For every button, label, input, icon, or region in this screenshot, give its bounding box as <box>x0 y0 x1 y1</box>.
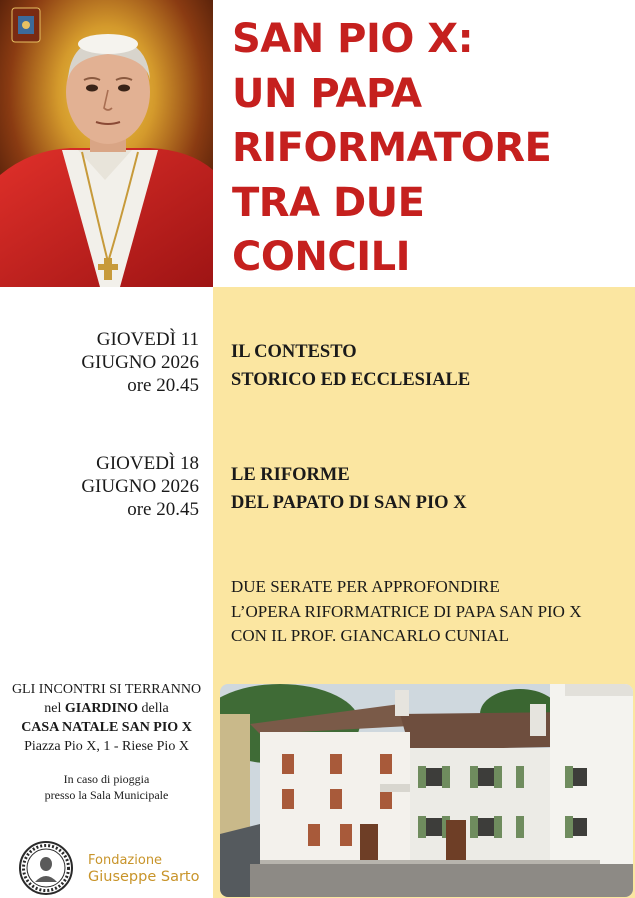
event-date-1 <box>81 328 199 397</box>
pope-portrait-image <box>0 0 213 287</box>
date-time: ore 20.45 <box>127 499 199 520</box>
title-line: UN PAPA <box>232 70 422 117</box>
poster-title <box>232 12 627 285</box>
rain-note-line: In caso di pioggia <box>63 772 150 786</box>
portrait-illustration <box>0 0 213 287</box>
title-line: RIFORMATORE <box>232 125 552 171</box>
event-title-line: LE RIFORME <box>231 465 350 485</box>
logo-line: Fondazione <box>88 853 163 868</box>
title-line: CONCILI <box>232 234 410 280</box>
description-line: L’OPERA RIFORMATRICE DI PAPA SAN PIO X <box>231 601 582 621</box>
date-day: GIOVEDÌ 11 <box>96 329 199 350</box>
rain-note <box>0 771 213 803</box>
description-line: DUE SERATE PER APPROFONDIRE <box>231 577 500 596</box>
casa-natale-photo <box>220 684 633 897</box>
event-title-2 <box>231 461 467 517</box>
venue-address: Piazza Pio X, 1 - Riese Pio X <box>24 739 189 754</box>
date-time: ore 20.45 <box>127 375 199 396</box>
fondazione-seal-icon <box>18 840 74 896</box>
venue-house-name: CASA NATALE SAN PIO X <box>21 720 192 735</box>
title-line: TRA DUE <box>232 179 425 226</box>
event-title-line: STORICO ED ECCLESIALE <box>231 370 471 390</box>
event-title-1 <box>231 338 470 394</box>
fondazione-logo <box>88 853 199 885</box>
venue-text: della <box>138 701 169 716</box>
date-month: GIUGNO 2026 <box>81 352 199 373</box>
rain-note-line: presso la Sala Municipale <box>44 788 169 802</box>
event-date-2 <box>81 452 199 521</box>
date-month: GIUGNO 2026 <box>81 476 199 497</box>
venue-garden: GIARDINO <box>64 701 138 716</box>
event-title-line: IL CONTESTO <box>231 342 357 362</box>
venue-house <box>0 718 213 737</box>
title-line: SAN PIO X: <box>232 16 474 62</box>
event-description <box>231 575 581 649</box>
date-day: GIOVEDÌ 18 <box>96 453 199 474</box>
venue-info <box>0 680 213 756</box>
building-illustration <box>220 684 633 897</box>
description-line: CON IL PROF. GIANCARLO CUNIAL <box>231 626 510 645</box>
event-title-line: DEL PAPATO DI SAN PIO X <box>231 493 467 513</box>
venue-text: nel <box>44 701 65 716</box>
venue-line: GLI INCONTRI SI TERRANNO <box>11 682 202 697</box>
logo-line: Giuseppe Sarto <box>88 869 200 885</box>
venue-line <box>0 699 213 718</box>
